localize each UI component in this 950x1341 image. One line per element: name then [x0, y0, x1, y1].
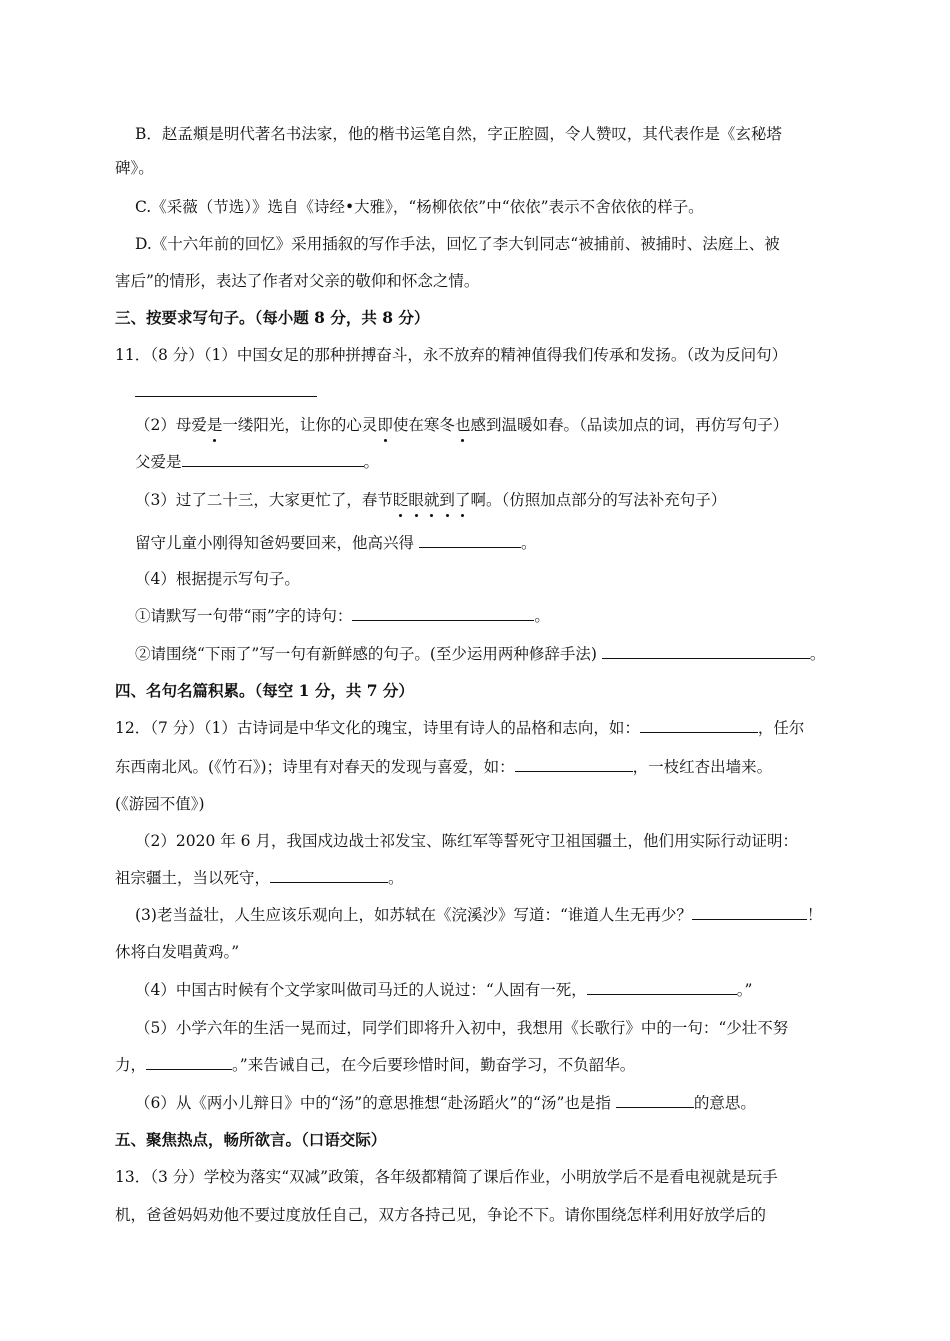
- text-segment: ，一枝红杏出墙来。: [632, 758, 773, 776]
- q12-line7: 休将白发唱黄鸡。”: [115, 943, 240, 961]
- answer-blank[interactable]: [270, 868, 388, 883]
- text-segment: 。”来告诫自己，在今后要珍惜时间，勤奋学习，不负韶华。: [232, 1056, 636, 1074]
- text-segment: 。: [520, 534, 537, 552]
- dotted-char: 即: [377, 416, 393, 434]
- q12-line9: （5）小学六年的生活一晃而过，同学们即将升入初中，我想用《长歌行》中的一句：“少壮不努: [135, 1019, 789, 1037]
- q11-3-fill: [135, 533, 536, 553]
- text-segment: （6）从《两小儿辩日》中的“汤”的意思推想“赴汤蹈火”的“汤”也是指: [135, 1094, 611, 1112]
- q12-line11: [135, 1093, 756, 1113]
- text-segment: 。”: [736, 981, 753, 999]
- section5-heading: 五、聚焦热点，畅所欲言。（口语交际）: [115, 1130, 387, 1149]
- section3-heading: 三、按要求写句子。（每小题 8 分，共 8 分）: [115, 308, 430, 327]
- text-segment: 。: [809, 645, 826, 663]
- dotted-char: 就: [423, 491, 440, 509]
- text-segment: 一缕阳光，让你的心灵: [222, 416, 378, 434]
- answer-blank[interactable]: [692, 905, 807, 920]
- option-c: C.《采薇（节选）》选自《诗经•大雅》，“杨柳依依”中“依依”表示不舍依依的样子。: [135, 198, 704, 216]
- text-segment: 的意思。: [693, 1094, 756, 1112]
- text-segment: 啊。（仿照加点部分的写法补充句子）: [470, 491, 727, 509]
- q13-line2: 机，爸爸妈妈劝他不要过度放任自己，双方各持己见，争论不下。请你围绕怎样利用好放学后的: [115, 1206, 767, 1224]
- option-d-line1: D.《十六年前的回忆》采用插叙的写作手法，回忆了李大钊同志“被捕前、被捕时、法庭上、被: [135, 235, 780, 253]
- dotted-char: 眨: [392, 491, 409, 509]
- text-segment: 。: [363, 453, 380, 471]
- text-segment: 力，: [115, 1056, 147, 1074]
- answer-blank[interactable]: [515, 757, 633, 772]
- q11-4-2: [135, 644, 825, 664]
- q11-1-answer-line[interactable]: [135, 382, 317, 402]
- text-segment: 留守儿童小刚得知爸妈要回来，他高兴得: [135, 534, 415, 552]
- option-b-line2: 碑》。: [115, 159, 154, 177]
- text-segment: (3)老当益壮，人生应该乐观向上，如苏轼在《浣溪沙》写道：“谁道人生无再少？: [135, 906, 692, 924]
- text-segment: 父爱是: [135, 453, 182, 471]
- q11-3-prompt: [135, 490, 726, 510]
- text-segment: 使在寒冬: [392, 416, 455, 434]
- option-b-line1: B．赵孟頫是明代著名书法家，他的楷书运笔自然，字正腔圆，令人赞叹，其代表作是《玄秘塔: [135, 125, 782, 143]
- text-segment: 感到温暖如春。（品读加点的词，再仿写句子）: [470, 416, 789, 434]
- text-segment: （2）母爱: [135, 416, 207, 434]
- answer-blank[interactable]: [182, 452, 364, 467]
- dotted-char: 是: [206, 416, 223, 434]
- answer-blank[interactable]: [616, 1093, 694, 1108]
- answer-blank[interactable]: [602, 644, 810, 659]
- dotted-char: 也: [454, 416, 471, 434]
- q12-line10: [115, 1055, 635, 1075]
- answer-blank[interactable]: [352, 606, 534, 621]
- q11-2-prompt: [135, 415, 788, 435]
- dotted-char: 眼: [408, 491, 424, 509]
- answer-blank[interactable]: [587, 980, 737, 995]
- answer-blank[interactable]: [135, 382, 317, 397]
- q11-4-prompt: （4）根据提示写句子。: [135, 570, 300, 588]
- q12-line8: [135, 980, 752, 1000]
- q12-line3: (《游园不值》): [115, 795, 205, 813]
- dotted-char: 到: [439, 491, 455, 509]
- answer-blank[interactable]: [146, 1055, 232, 1070]
- option-d-line2: 害后”的情形，表达了作者对父亲的敬仰和怀念之情。: [115, 272, 480, 290]
- text-segment: 。: [388, 869, 404, 887]
- q12-line2: [115, 757, 772, 777]
- text-segment: （4）中国古时候有个文学家叫做司马迁的人说过：“人固有一死，: [135, 981, 587, 999]
- q12-line4: （2）2020 年 6 月，我国戍边战士祁发宝、陈红军等誓死守卫祖国疆土，他们用实际行动证明：: [135, 832, 798, 850]
- q11-intro: 11．（8 分）（1）中国女足的那种拼搏奋斗，永不放弃的精神值得我们传承和发扬。（改为反问句）: [115, 346, 788, 364]
- answer-blank[interactable]: [640, 718, 758, 733]
- text-segment: ！: [806, 906, 823, 924]
- section4-heading: 四、名句名篇积累。（每空 1 分，共 7 分）: [115, 681, 414, 700]
- text-segment: ②请围绕“下雨了”写一句有新鲜感的句子。(至少运用两种修辞手法): [135, 645, 597, 663]
- q12-line1: [115, 718, 804, 738]
- q12-line6: [135, 905, 822, 925]
- text-segment: （3）过了二十三，大家更忙了，春节: [135, 491, 393, 509]
- q11-2-fill: [135, 452, 379, 472]
- text-segment: 12．（7 分）（1）古诗词是中华文化的瑰宝，诗里有诗人的品格和志向，如：: [115, 719, 640, 737]
- q11-4-1: [135, 606, 550, 626]
- q12-line5: [115, 868, 404, 888]
- text-segment: 祖宗疆土，当以死守，: [115, 869, 271, 887]
- text-segment: ，任尔: [757, 719, 805, 737]
- answer-blank[interactable]: [419, 533, 521, 548]
- dotted-char: 了: [454, 491, 471, 509]
- text-segment: 。: [534, 607, 550, 625]
- text-segment: 东西南北风。(《竹石》)；诗里有对春天的发现与喜爱，如：: [115, 758, 515, 776]
- q13-line1: 13．（3 分）学校为落实“双减”政策，各年级都精简了课后作业，小明放学后不是看电视就是玩手: [115, 1168, 778, 1186]
- text-segment: ①请默写一句带“雨”字的诗句：: [135, 607, 353, 625]
